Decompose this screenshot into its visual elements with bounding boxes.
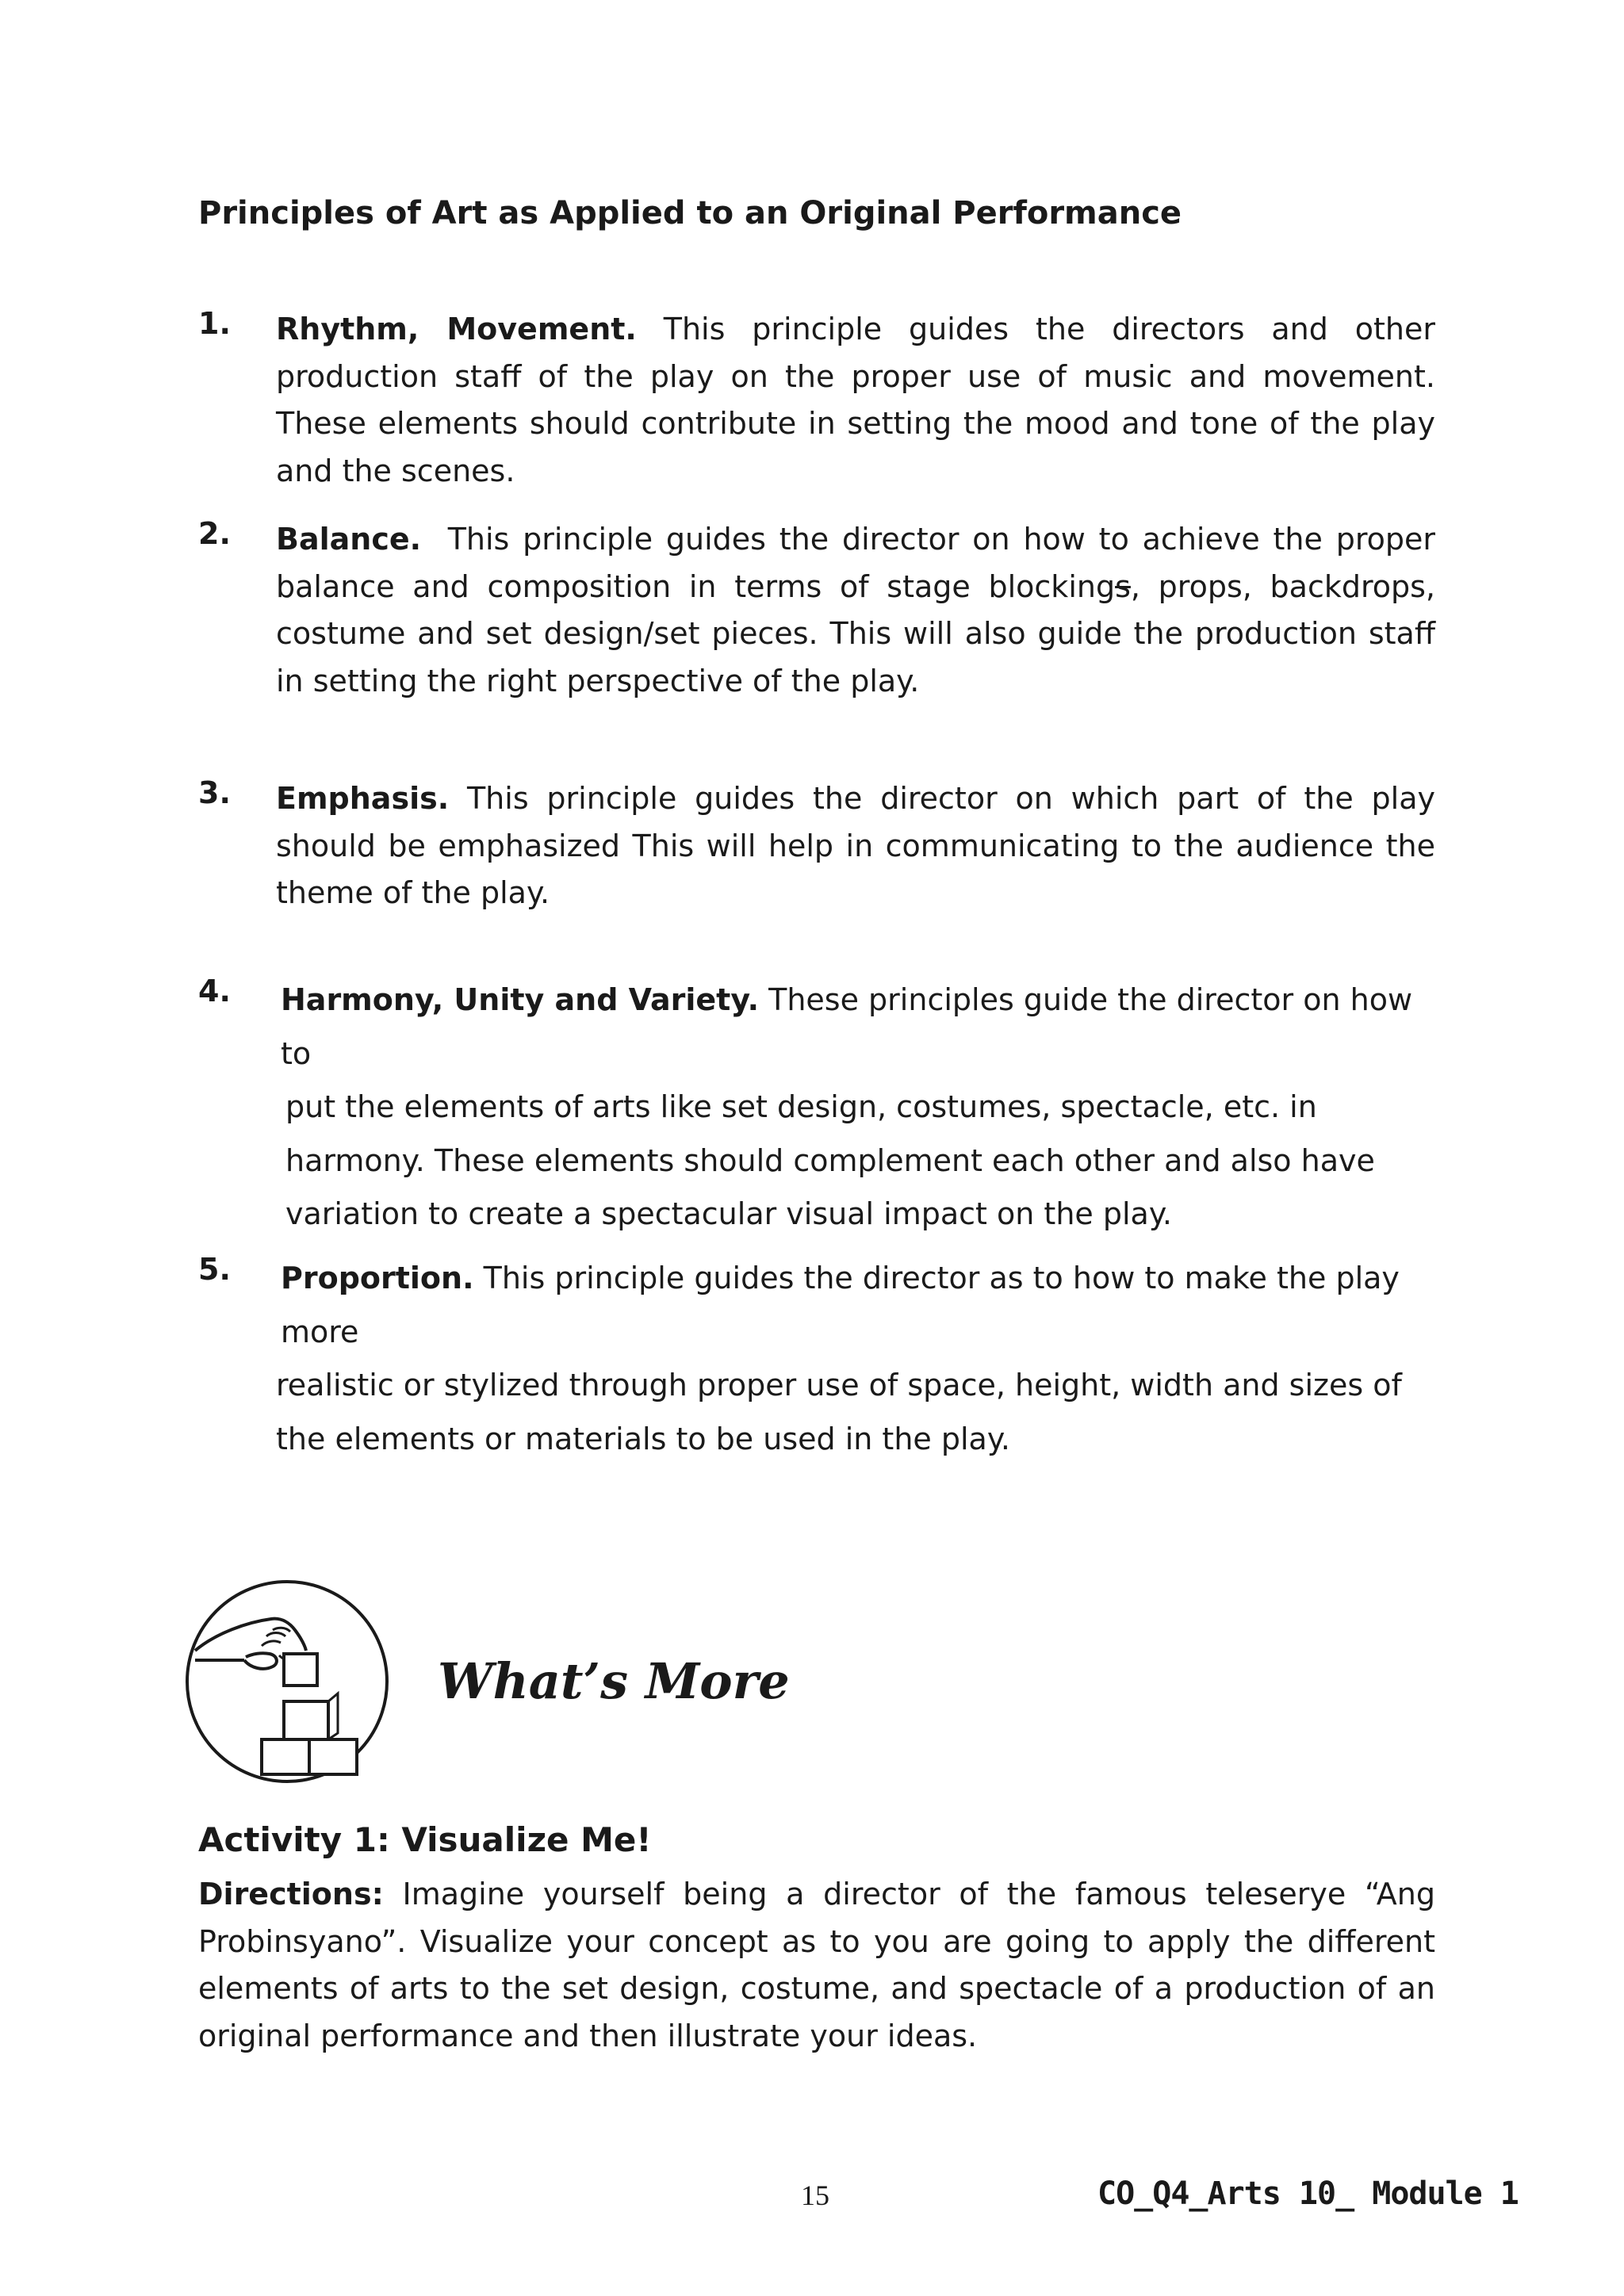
- item-body: [281, 974, 1435, 1242]
- directions-label: Directions:: [198, 1877, 384, 1911]
- item-number: 2.: [198, 516, 231, 551]
- principle-text: This principle guides the director on how to achieve the proper balance and composition in terms of stage blocking: [276, 522, 1446, 604]
- principle-item-1: [198, 306, 1435, 495]
- principle-item-5: [198, 1252, 1435, 1466]
- struck-text: s: [1115, 568, 1131, 604]
- item-number: 3.: [198, 775, 231, 810]
- principle-text: This principle guides the directors and other production staff of the play on the proper use of music and movement. These elements should contribute in setting the mood and tone of the play and the scenes.: [276, 312, 1435, 488]
- item-body: [276, 306, 1435, 495]
- principle-term: Balance.: [276, 522, 422, 557]
- section-heading: Principles of Art as Applied to an Original Performance: [198, 195, 1182, 232]
- principle-text: These principles guide the director on how to: [281, 982, 1413, 1071]
- module-code: CO_Q4_Arts 10_ Module 1: [1097, 2175, 1519, 2212]
- principle-term: Harmony, Unity and Variety.: [281, 982, 760, 1017]
- principle-term: Emphasis.: [276, 781, 450, 816]
- page-number: 15: [801, 2179, 829, 2211]
- principle-text: This principle guides the director as to how to make the play more: [281, 1261, 1400, 1349]
- item-number: 5.: [198, 1252, 231, 1287]
- principle-text: This principle guides the director on which part of the play should be emphasized This will help in communicating to the audience the theme of the play.: [276, 781, 1435, 910]
- whats-more-title: What’s More: [438, 1652, 790, 1710]
- directions-paragraph: [198, 1871, 1435, 2060]
- item-number: 1.: [198, 306, 231, 341]
- principle-text-cont: , props, backdrops, costume and set design/set pieces. This will also guide the production staff in setting the right perspective of the play.: [276, 568, 1435, 698]
- directions-text: Imagine yourself being a director of the famous teleserye “Ang Probinsyano”. Visualize your concept as to you are going to apply the different elements of arts to the set design, costume, and spectacle of a production of an original performance and then illustrate your ideas.: [198, 1877, 1435, 2053]
- principle-text-cont: put the elements of arts like set design, costumes, spectacle, etc. in harmony. These elements should complement each other and also have variation to create a spectacular visual impact on the play.: [285, 1089, 1375, 1231]
- item-body: [276, 516, 1446, 705]
- principle-term: Proportion.: [281, 1261, 474, 1295]
- item-body: [276, 775, 1435, 917]
- principle-item-2: [198, 516, 1446, 705]
- activity-title: Activity 1: Visualize Me!: [198, 1820, 652, 1859]
- item-number: 4.: [198, 974, 231, 1008]
- principle-item-3: [198, 775, 1435, 917]
- hand-stacking-blocks-icon: [184, 1578, 390, 1785]
- principle-text-cont: realistic or stylized through proper use of space, height, width and sizes of the elements or materials to be used in the play.: [276, 1368, 1402, 1456]
- item-body: [276, 1252, 1435, 1466]
- principle-term: Rhythm, Movement.: [276, 312, 637, 346]
- principle-item-4: [198, 974, 1435, 1242]
